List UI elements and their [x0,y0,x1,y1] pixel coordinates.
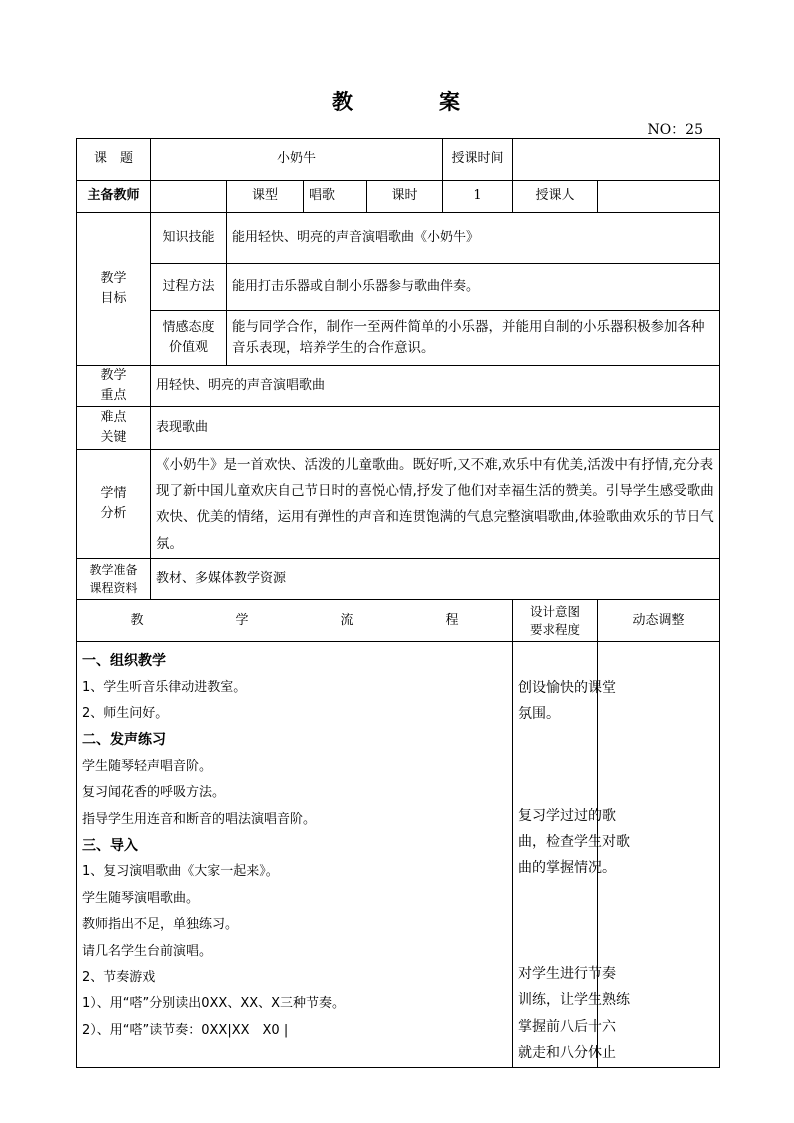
design-line: 创设愉快的课堂 [518,679,617,696]
prep-label: 教学准备 课程资料 [77,559,151,600]
course-label: 课 题 [77,139,151,181]
difficulty-label: 难点 关键 [77,407,151,450]
knowledge-text: 能用轻快、明亮的声音演唱歌曲《小奶牛》 [227,213,720,264]
adjust-header: 动态调整 [598,600,720,642]
design-line: 对学生进行节奏 [518,965,617,982]
hours-value: 1 [443,181,513,213]
process-label: 过程方法 [151,264,227,311]
flow-line: 学生随琴演唱歌曲。 [82,890,200,906]
analysis-text: 《小奶牛》是一首欢快、活泼的儿童歌曲。既好听,又不难,欢乐中有优美,活泼中有抒情,充分表现了新中国儿童欢庆自己节日时的喜悦心情,抒发了他们对幸福生活的赞美。引导学生感受歌曲欢快、优美的情绪，运用有弹性的声音和连贯饱满的气息完整演唱歌曲,体验歌曲欢乐的节日气氛。 [151,450,720,559]
design-line: 训练，让学生熟练 [518,992,631,1009]
flow-line: 学生随琴轻声唱音阶。 [82,758,213,774]
flow-line: 三、导入 [82,838,138,855]
flow-content [77,642,513,1067]
design-header: 设计意图 要求程度 [513,600,598,642]
document-title [0,86,794,116]
title-char-left: 教 [332,90,355,114]
design-line: 曲，检查学生对歌 [518,834,631,851]
key-point-label: 教学 重点 [77,366,151,407]
flow-line: 1、学生听音乐律动进教室。 [82,679,247,695]
type-label: 课型 [227,181,304,213]
lecturer-value [598,181,720,213]
design-line: 就走和八分休止 [518,1045,617,1062]
main-teacher-value [151,181,227,213]
lesson-plan-table [76,138,720,1068]
design-line: 掌握前八后十六 [518,1018,617,1035]
design-line: 复习学过过的歌 [518,807,617,824]
course-value: 小奶牛 [151,139,443,181]
design-content [513,642,631,1067]
lecturer-label: 授课人 [513,181,598,213]
flow-line: 1、复习演唱歌曲《大家一起来》。 [82,864,279,880]
flow-line: 1）、用“嗒”分别读出0XX、XX、X三种节奏。 [82,996,346,1012]
flow-line: 一、组织教学 [82,653,166,670]
type-value: 唱歌 [304,181,367,213]
flow-line: 2、节奏游戏 [82,969,156,985]
time-label: 授课时间 [443,139,513,181]
flow-line: 请几名学生台前演唱。 [82,943,213,959]
flow-line: 复习闻花香的呼吸方法。 [82,785,226,801]
analysis-label: 学情 分析 [77,450,151,559]
emotion-label: 情感态度 价值观 [151,311,227,366]
process-text: 能用打击乐器或自制小乐器参与歌曲伴奏。 [227,264,720,311]
difficulty-text: 表现歌曲 [151,407,720,450]
flow-line: 二、发声练习 [82,732,166,749]
prep-text: 教材、多媒体教学资源 [151,559,720,600]
main-teacher-label: 主备教师 [77,181,151,213]
document-number: NO：25 [647,122,703,138]
design-line: 氛围。 [518,706,561,723]
emotion-text: 能与同学合作，制作一至两件简单的小乐器，并能用自制的小乐器积极参加各种音乐表现，培养学生的合作意识。 [227,311,720,366]
knowledge-label: 知识技能 [151,213,227,264]
flow-line: 教师指出不足，单独练习。 [82,917,239,933]
key-point-text: 用轻快、明亮的声音演唱歌曲 [151,366,720,407]
title-char-right: 案 [439,90,462,114]
flow-line: 2、师生问好。 [82,706,169,722]
time-value [513,139,720,181]
design-line: 曲的掌握情况。 [518,860,617,877]
hours-label: 课时 [367,181,443,213]
flow-line: 指导学生用连音和断音的唱法演唱音阶。 [82,811,317,827]
goals-label: 教学 目标 [77,213,151,366]
flow-header: 教 学 流 程 [77,600,513,642]
flow-line: 2）、用“嗒”读节奏：0XX|XX X0 | [82,1022,289,1038]
